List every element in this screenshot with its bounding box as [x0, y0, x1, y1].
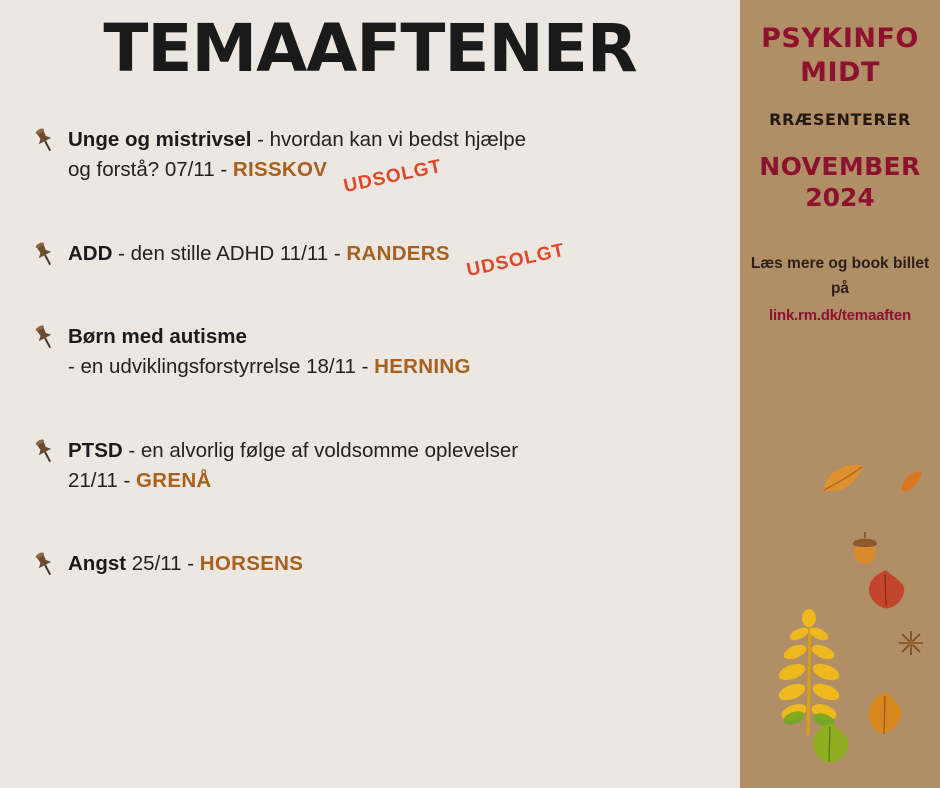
event-line-2 [68, 155, 740, 198]
list-item [30, 549, 740, 579]
event-line-1 [68, 125, 740, 155]
brand-title: PSYKINFO MIDT [761, 23, 919, 88]
sidebar [740, 0, 940, 788]
event-line-1 [68, 322, 740, 352]
leaf-icon [818, 460, 868, 500]
booking-instruction: Læs mere og book billet på [750, 255, 930, 297]
event-title: Børn med autisme [68, 325, 247, 349]
event-line-1 [68, 436, 740, 466]
event-detail: - en alvorlig følge af voldsomme oplevelser [122, 438, 519, 462]
event-title: ADD [68, 241, 113, 265]
list-item [30, 436, 740, 495]
event-city: RANDERS [346, 241, 450, 265]
pushpin-icon [30, 126, 60, 156]
presents-label: RRÆSENTERER [769, 109, 911, 129]
booking-text [748, 252, 932, 328]
event-detail: - den stille ADHD 11/11 - [112, 241, 347, 265]
list-item [30, 322, 740, 381]
leaf-icon [808, 720, 854, 766]
month-label: NOVEMBER [759, 151, 921, 181]
event-detail: 25/11 - [126, 552, 200, 576]
list-item [30, 125, 740, 198]
leaf-icon [898, 468, 924, 496]
booking-link[interactable]: link.rm.dk/temaaften [769, 306, 911, 324]
event-city: HERNING [374, 355, 471, 379]
event-city: GRENÅ [136, 468, 212, 492]
status-badge: UDSOLGT [464, 239, 567, 281]
list-item [30, 239, 740, 281]
page-title: TEMAAFTENER [103, 10, 637, 87]
event-detail-2: 21/11 - [68, 468, 136, 492]
event-title: Angst [68, 552, 127, 576]
event-list [0, 125, 740, 579]
event-detail: - hvordan kan vi bedst hjælpe [251, 128, 527, 152]
status-badge: UDSOLGT [342, 155, 445, 198]
pushpin-icon [30, 240, 60, 270]
pushpin-icon [30, 437, 60, 467]
event-title: PTSD [68, 438, 123, 462]
fern-leaf-icon [766, 600, 850, 740]
pushpin-icon [30, 323, 60, 353]
event-city: HORSENS [199, 552, 304, 576]
event-title: Unge og mistrivsel [68, 128, 252, 152]
event-line-1 [68, 239, 740, 281]
event-detail-2: - en udviklingsforstyrrelse 18/11 - [68, 355, 375, 379]
year-label: 2024 [805, 183, 875, 212]
event-line-2 [68, 352, 740, 382]
acorn-icon [848, 530, 882, 566]
pushpin-icon [30, 550, 60, 580]
event-detail-2: og forstå? 07/11 - [68, 158, 233, 182]
seedpod-icon [896, 628, 926, 658]
event-line-2 [68, 466, 740, 496]
event-city: RISSKOV [232, 158, 328, 182]
leaf-icon [866, 690, 906, 738]
leaf-icon [864, 568, 908, 612]
event-line-1 [68, 549, 740, 579]
